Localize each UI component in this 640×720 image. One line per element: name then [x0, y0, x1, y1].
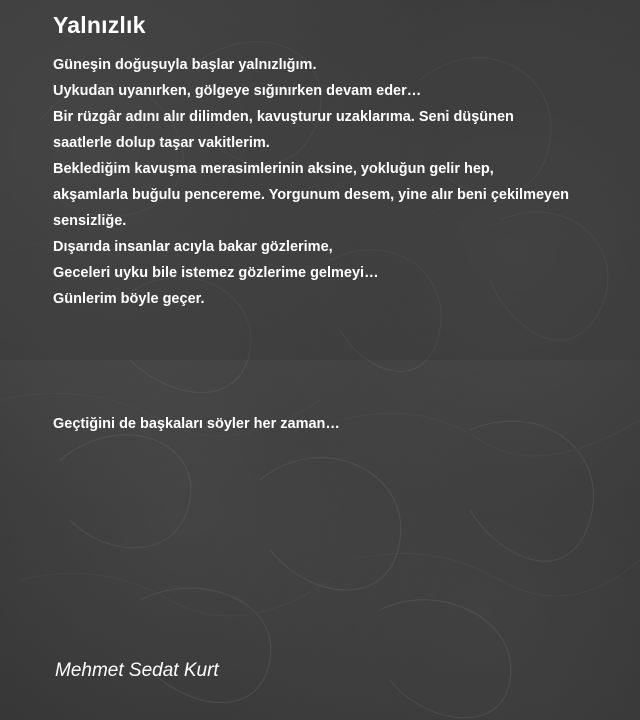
poem-stanza-2: [53, 411, 633, 437]
poem-line: saatlerle dolup taşar vakitlerim.: [53, 135, 270, 151]
poem-author: Mehmet Sedat Kurt: [55, 660, 219, 681]
poem-line: Günlerim böyle geçer.: [53, 291, 205, 307]
poem-line: Geceleri uyku bile istemez gözlerime gelmeyi…: [53, 265, 379, 281]
poem-title: Yalnızlık: [53, 12, 146, 38]
poem-line: akşamlarla buğulu pencereme. Yorgunum desem, yine alır beni çekilmeyen: [53, 187, 570, 203]
poem-line: Bir rüzgâr adını alır dilimden, kavuşturur uzaklarıma. Seni düşünen: [53, 109, 514, 125]
poem-line: Uykudan uyanırken, gölgeye sığınırken devam eder…: [53, 83, 422, 99]
poem-line: Güneşin doğuşuyla başlar yalnızlığım.: [53, 57, 317, 73]
poem-line: sensizliğe.: [53, 213, 127, 229]
poem-stanza-1: [53, 52, 633, 312]
poem-line: Dışarıda insanlar acıyla bakar gözlerime,: [53, 239, 333, 255]
poem-line: Beklediğim kavuşma merasimlerinin aksine, yokluğun gelir hep,: [53, 161, 494, 177]
poem-line: Geçtiğini de başkaları söyler her zaman…: [53, 416, 340, 432]
